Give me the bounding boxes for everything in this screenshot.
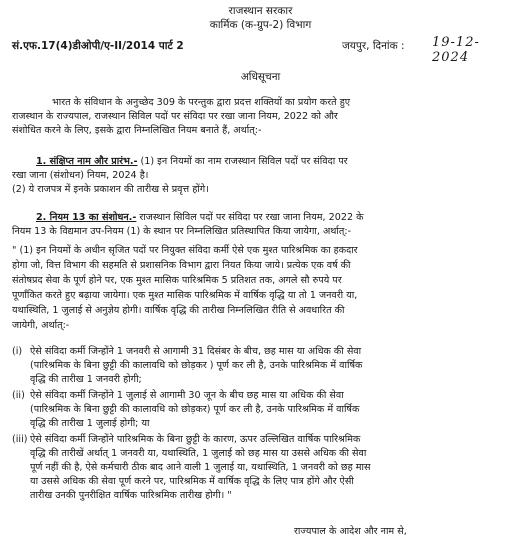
reference-line xyxy=(12,35,512,65)
clause-line: (पारिश्रमिक के बिना छुट्टी की कालावधि को छोड़कर ) पूर्ण कर ली है, उनके पारिश्रमिक में वार्षिक xyxy=(30,360,363,371)
section-2-line xyxy=(36,211,363,225)
clause-label: (iii) xyxy=(12,434,28,445)
reference-number: सं.एफ.17(4)डीओपी/ए-II/2014 पार्ट 2 xyxy=(12,40,184,52)
quote-line: जायेगी, अर्थात्:- xyxy=(12,320,70,331)
quote-line: " (1) इन नियमों के अधीन सृजित पदों पर नियुक्त संविदा कर्मी ऐसे एक मुश्त पारिश्रमिक का हकदार xyxy=(12,245,358,256)
clause-line: या उससे अधिक की सेवा पूर्ण करने पर, पारिश्रमिक में वार्षिक वृद्धि के लिए पात्र होंगे और ऐसी xyxy=(30,476,354,487)
intro-line: भारत के संविधान के अनुच्छेद 309 के परन्तुक द्वारा प्रदत्त शक्तियों का प्रयोग करते हुए xyxy=(52,97,351,108)
clause-line: वृद्धि की तारीख 1 जनवरी होगी; xyxy=(30,374,142,385)
section-1-heading: 1. संक्षिप्त नाम और प्रारंभ.- xyxy=(36,156,138,167)
section-2-text: राजस्थान सिविल पदों पर संविदा पर रखा जाना नियम, 2022 के xyxy=(136,212,364,223)
clause-label: (ii) xyxy=(12,390,25,401)
handwritten-date: 19-12-2024 xyxy=(432,35,480,65)
section-1-line xyxy=(36,155,348,169)
intro-line: संशोधित करने के लिए, इसके द्वारा निम्नलिखित नियम बनाते हैं, अर्थात्:- xyxy=(12,125,262,136)
intro-line: राजस्थान के राज्यपाल, राजस्थान सिविल पदों पर संविदा पर रखा जाना नियम, 2022 को और xyxy=(12,111,338,122)
quote-line: पूर्णांकित करते हुए बढ़ाया जायेगा। एक मुश्त मासिक पारिश्रमिक में वार्षिक वृद्धि या तो 1 जनवरी या, xyxy=(12,290,358,301)
department-name: कार्मिक (क-ग्रुप-2) विभाग xyxy=(209,19,312,31)
document-title: अधिसूचना xyxy=(240,71,281,83)
clause-line: ऐसे संविदा कर्मी जिन्होंने पारिश्रमिक के बिना छुट्टी के कारण, ऊपर उल्लिखित वार्षिक पारिश्रमिक xyxy=(30,434,361,445)
clause-line: (पारिश्रमिक के बिना छुट्टी की कालावधि को छोड़कर) पूर्ण कर ली है, उनके पारिश्रमिक में वार्षिक xyxy=(30,404,360,415)
clause-line: पूर्ण नहीं की है, ऐसे कर्मचारी ठीक बाद आने वाली 1 जुलाई या, यथास्थिति, 1 जनवरी को छह मास xyxy=(30,462,371,473)
clause-line: ऐसे संविदा कर्मी जिन्होंने 1 जनवरी से आगामी 31 दिसंबर के बीच, छह मास या अधिक की सेवा xyxy=(30,346,362,357)
section-2-line: नियम 13 के विद्यमान उप-नियम (1) के स्थान पर निम्नलिखित प्रतिस्थापित किया जायेगा, अर्थात्:- xyxy=(12,226,352,237)
section-1-line: (2) ये राजपत्र में इनके प्रकाशन की तारीख से प्रवृत्त होंगे। xyxy=(12,184,209,195)
place-date-label: जयपुर, दिनांक : xyxy=(342,40,405,52)
clause-line: तारीख उनकी पुनरीक्षित वार्षिक पारिश्रमिक तारीख होगी। " xyxy=(30,490,232,501)
section-1-text: (1) इन नियमों का नाम राजस्थान सिविल पदों पर संविदा पर xyxy=(137,156,348,167)
clause-line: ऐसे संविदा कर्मी जिन्होंने 1 जुलाई से आगामी 30 जून के बीच छह मास या अधिक की सेवा xyxy=(30,390,344,401)
section-2-heading: 2. नियम 13 का संशोधन.- xyxy=(36,212,137,223)
government-name: राजस्थान सरकार xyxy=(228,5,293,17)
clause-label: (i) xyxy=(12,346,23,357)
quote-line: संतोषप्रद सेवा के पूर्ण होने पर, एक मुश्त मासिक पारिश्रमिक 5 प्रतिशत तक, अगले सौ रुपये पर xyxy=(12,275,342,286)
quote-line: होगा जो, वित्त विभाग की सहमति से प्रशासनिक विभाग द्वारा नियत किया जाये। प्रत्येक एक वर्ष की xyxy=(12,260,351,271)
quote-line: यथास्थिति, 1 जुलाई से अनुज्ञेय होगी। वार्षिक वृद्धि की तारीख निम्नलिखित रीति से अवधारित की xyxy=(12,305,345,316)
clause-line: वृद्धि की तारीखें अर्थात् 1 जनवरी या, यथास्थिति, 1 जुलाई को छह मास या उससे अधिक की सेवा xyxy=(30,448,367,459)
clause-line: वृद्धि की तारीख 1 जुलाई होगी; या xyxy=(30,418,150,429)
section-1-line: रखा जाना (संशोधन) नियम, 2024 है। xyxy=(12,170,149,181)
signoff-text: राज्यपाल के आदेश और नाम से, xyxy=(294,526,407,537)
